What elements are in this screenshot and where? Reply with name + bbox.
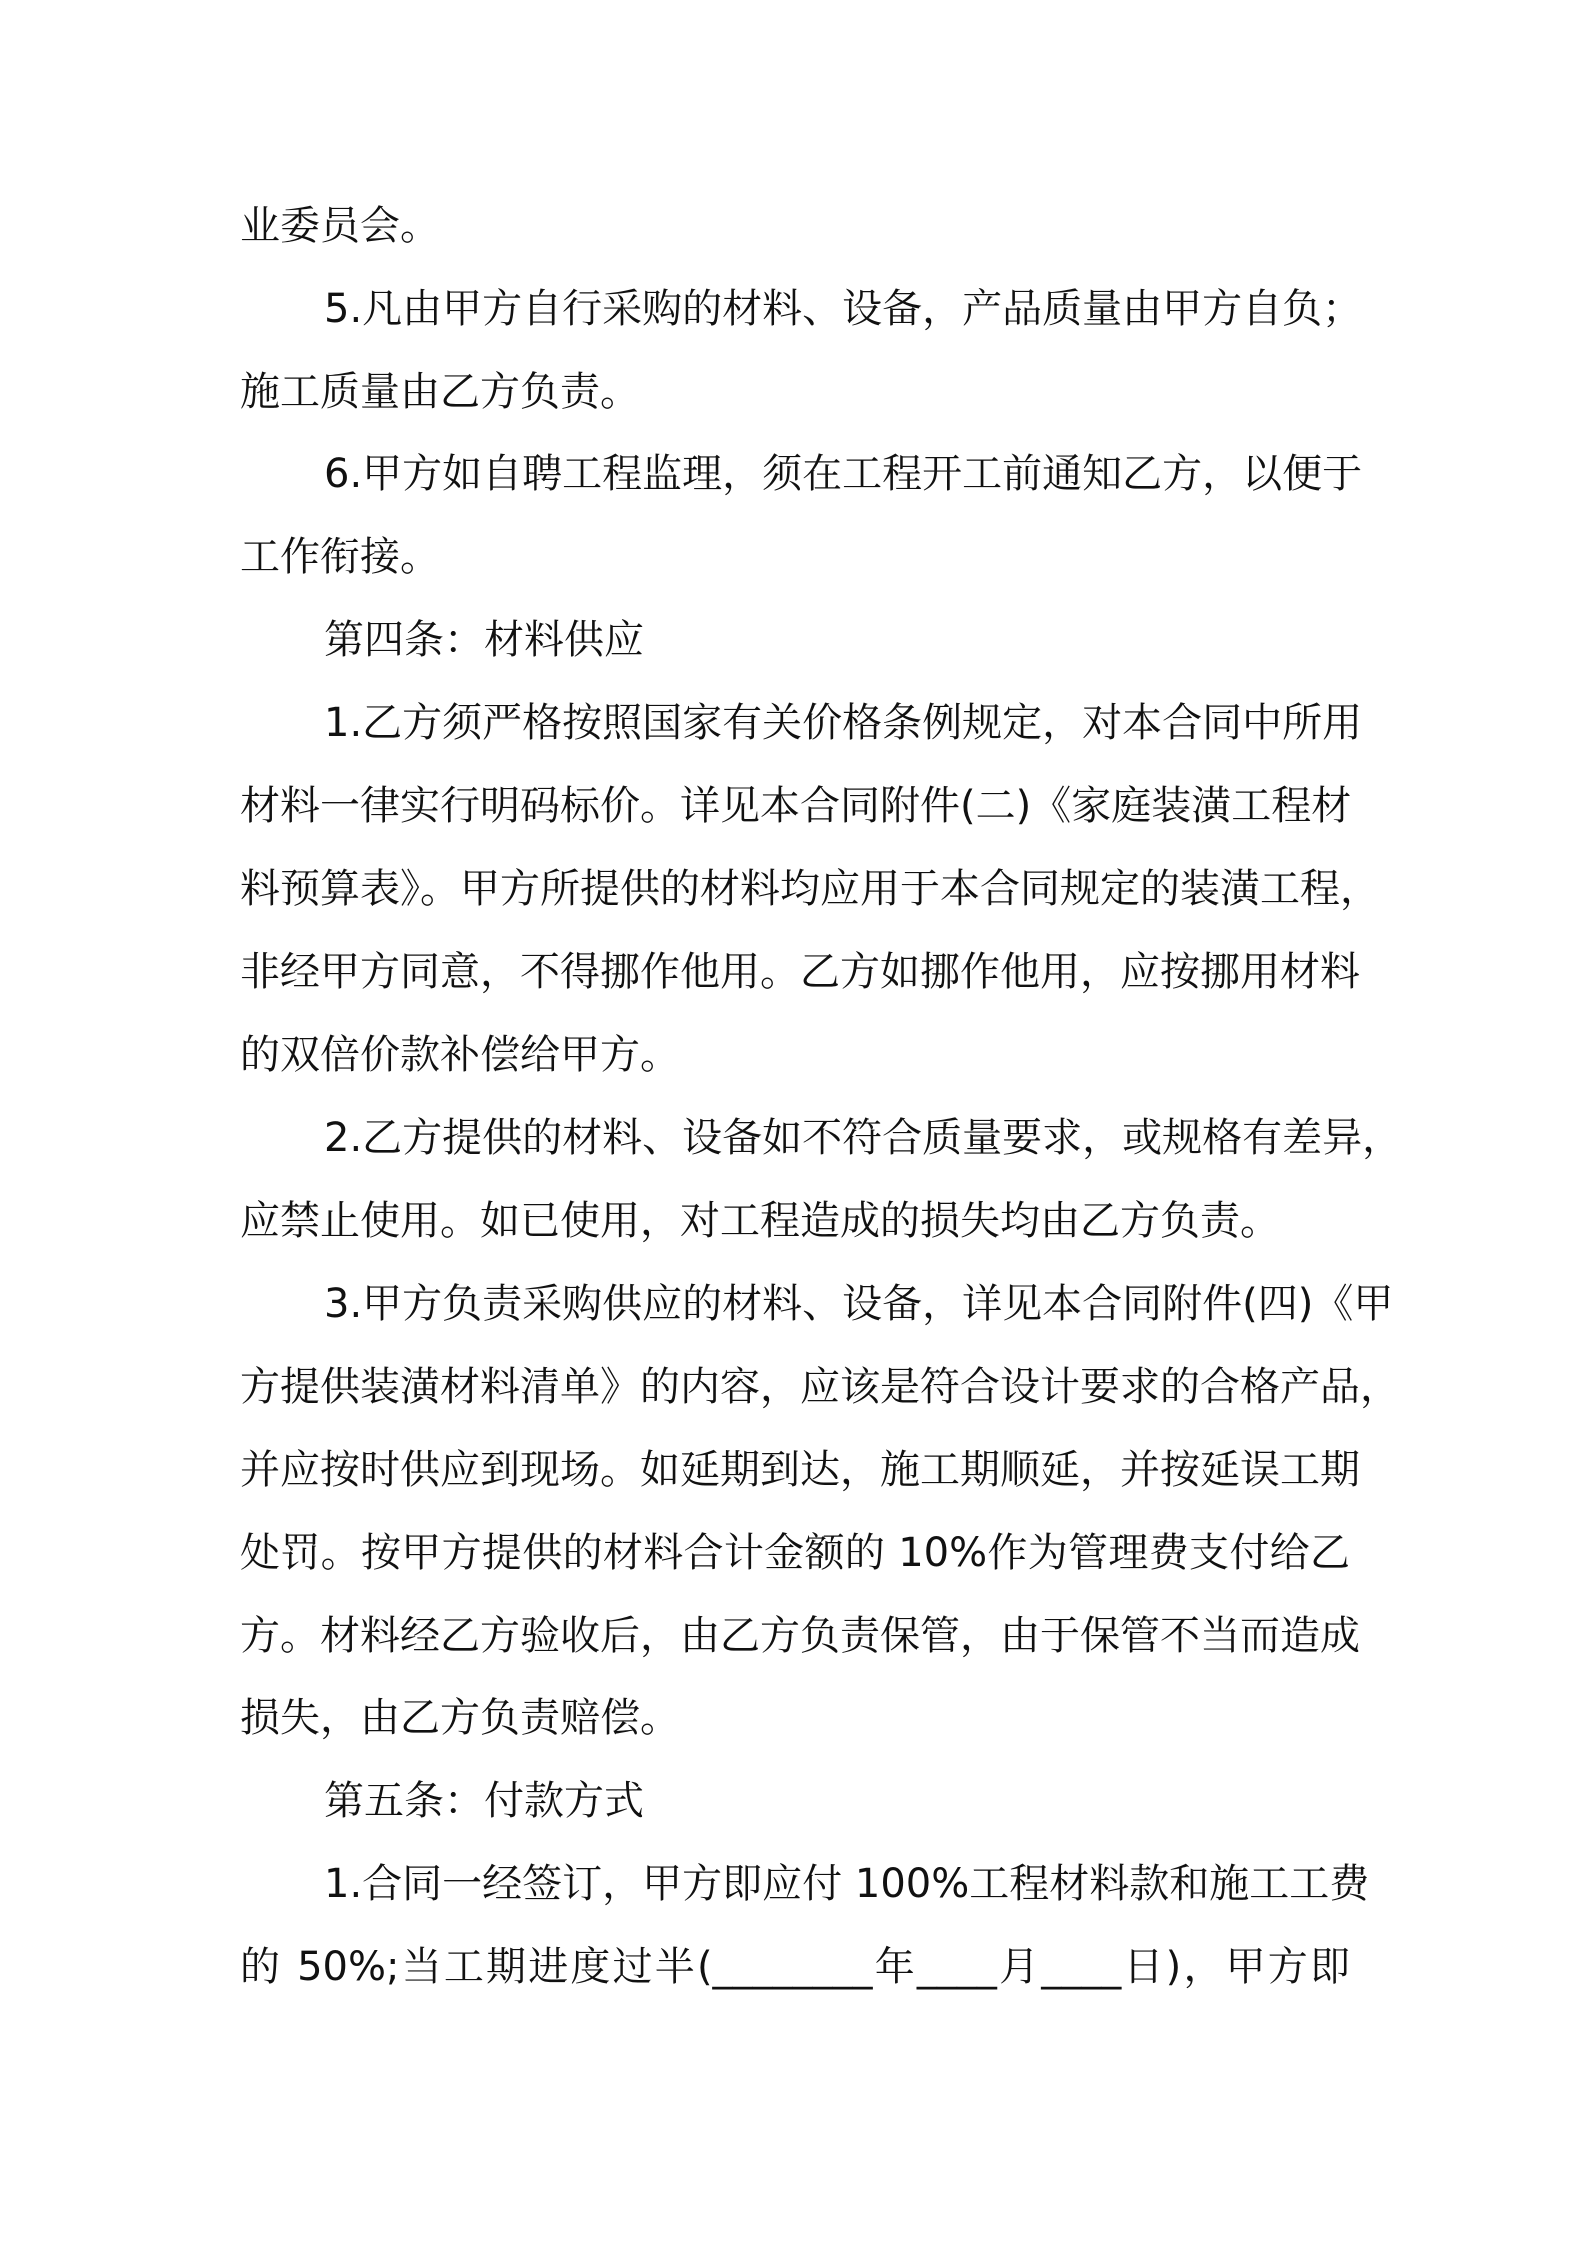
paragraph-line: 处罚。按甲方提供的材料合计金额的 10%作为管理费支付给乙 bbox=[240, 1530, 1350, 1576]
paragraph-line: 2.乙方提供的材料、设备如不符合质量要求，或规格有差异， bbox=[324, 1115, 1403, 1161]
paragraph-line: 料预算表》。甲方所提供的材料均应用于本合同规定的装潢工程， bbox=[240, 866, 1380, 912]
paragraph-line: 应禁止使用。如已使用，对工程造成的损失均由乙方负责。 bbox=[240, 1198, 1280, 1244]
paragraph-line: 非经甲方同意，不得挪作他用。乙方如挪作他用，应按挪用材料 bbox=[240, 949, 1360, 995]
paragraph-line: 5.凡由甲方自行采购的材料、设备，产品质量由甲方自负； bbox=[324, 286, 1363, 332]
paragraph-line: 1.合同一经签订，甲方即应付 100%工程材料款和施工工费 bbox=[324, 1861, 1370, 1907]
paragraph-line: 方。材料经乙方验收后，由乙方负责保管，由于保管不当而造成 bbox=[240, 1613, 1360, 1659]
paragraph-line: 施工质量由乙方负责。 bbox=[240, 369, 640, 415]
paragraph-line: 损失，由乙方负责赔偿。 bbox=[240, 1695, 680, 1741]
paragraph-line: 业委员会。 bbox=[240, 203, 440, 249]
paragraph-line: 3.甲方负责采购供应的材料、设备，详见本合同附件(四)《甲 bbox=[324, 1281, 1394, 1327]
paragraph-line: 材料一律实行明码标价。详见本合同附件(二)《家庭装潢工程材 bbox=[240, 783, 1352, 829]
section-heading: 第四条：材料供应 bbox=[324, 617, 644, 663]
paragraph-line: 1.乙方须严格按照国家有关价格条例规定，对本合同中所用 bbox=[324, 700, 1363, 746]
paragraph-line: 6.甲方如自聘工程监理，须在工程开工前通知乙方，以便于 bbox=[324, 451, 1363, 497]
section-heading: 第五条：付款方式 bbox=[324, 1778, 644, 1824]
paragraph-line: 的双倍价款补偿给甲方。 bbox=[240, 1032, 680, 1078]
paragraph-line: 方提供装潢材料清单》的内容，应该是符合设计要求的合格产品， bbox=[240, 1364, 1400, 1410]
paragraph-line: 工作衔接。 bbox=[240, 534, 440, 580]
paragraph-line: 并应按时供应到现场。如延期到达，施工期顺延，并按延误工期 bbox=[240, 1447, 1360, 1493]
paragraph-line: 的 50%;当工期进度过半(________年____月____日)，甲方即 bbox=[240, 1944, 1350, 1990]
